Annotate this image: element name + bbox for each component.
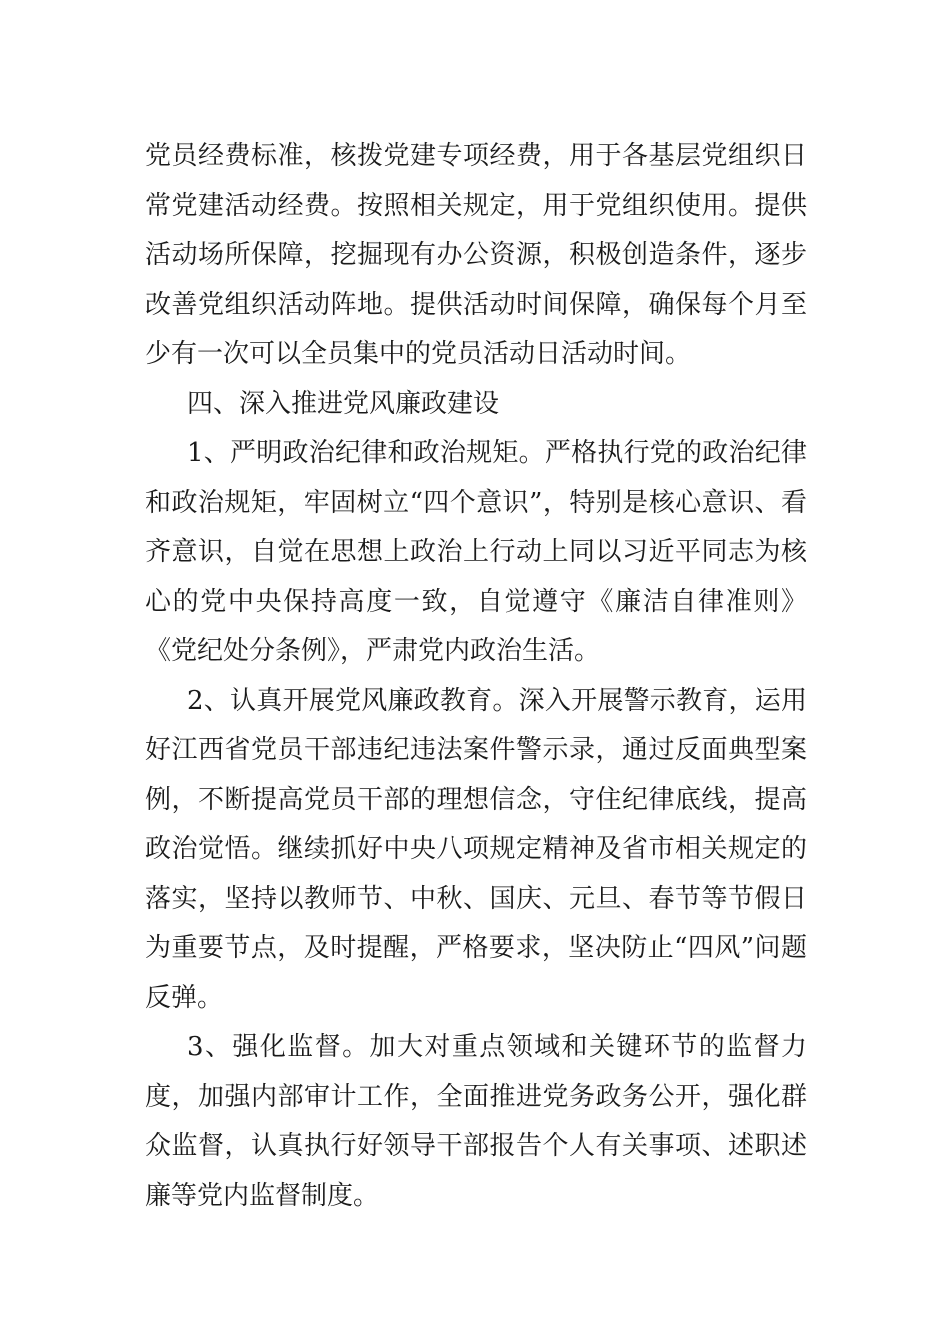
- section-heading: 四、深入推进党风廉政建设: [187, 388, 500, 419]
- document-body: [145, 132, 807, 1221]
- paragraph-supervision: 3、强化监督。加大对重点领域和关键环节的监督力度，加强内部审计工作，全面推进党务政务公开，强化群众监督，认真执行好领导干部报告个人有关事项、述职述廉等党内监督制度。: [145, 1032, 807, 1211]
- paragraph-funding: 党员经费标准，核拨党建专项经费，用于各基层党组织日常党建活动经费。按照相关规定，用于党组织使用。提供活动场所保障，挖掘现有办公资源，积极创造条件，逐步改善党组织活动阵地。提供活动时间保障，确保每个月至少有一次可以全员集中的党员活动日活动时间。: [145, 141, 807, 369]
- paragraph-integrity-education: 2、认真开展党风廉政教育。深入开展警示教育，运用好江西省党员干部违纪违法案件警示录，通过反面典型案例，不断提高党员干部的理想信念，守住纪律底线，提高政治觉悟。继续抓好中央八项规定精神及省市相关规定的落实，坚持以教师节、中秋、国庆、元旦、春节等节假日为重要节点，及时提醒，严格要求，坚决防止“四风”问题反弹。: [145, 685, 807, 1013]
- paragraph-political-discipline: 1、严明政治纪律和政治规矩。严格执行党的政治纪律和政治规矩，牢固树立“四个意识”，特别是核心意识、看齐意识，自觉在思想上政治上行动上同以习近平同志为核心的党中央保持高度一致，自觉遵守《廉洁自律准则》《党纪处分条例》，严肃党内政治生活。: [145, 438, 807, 666]
